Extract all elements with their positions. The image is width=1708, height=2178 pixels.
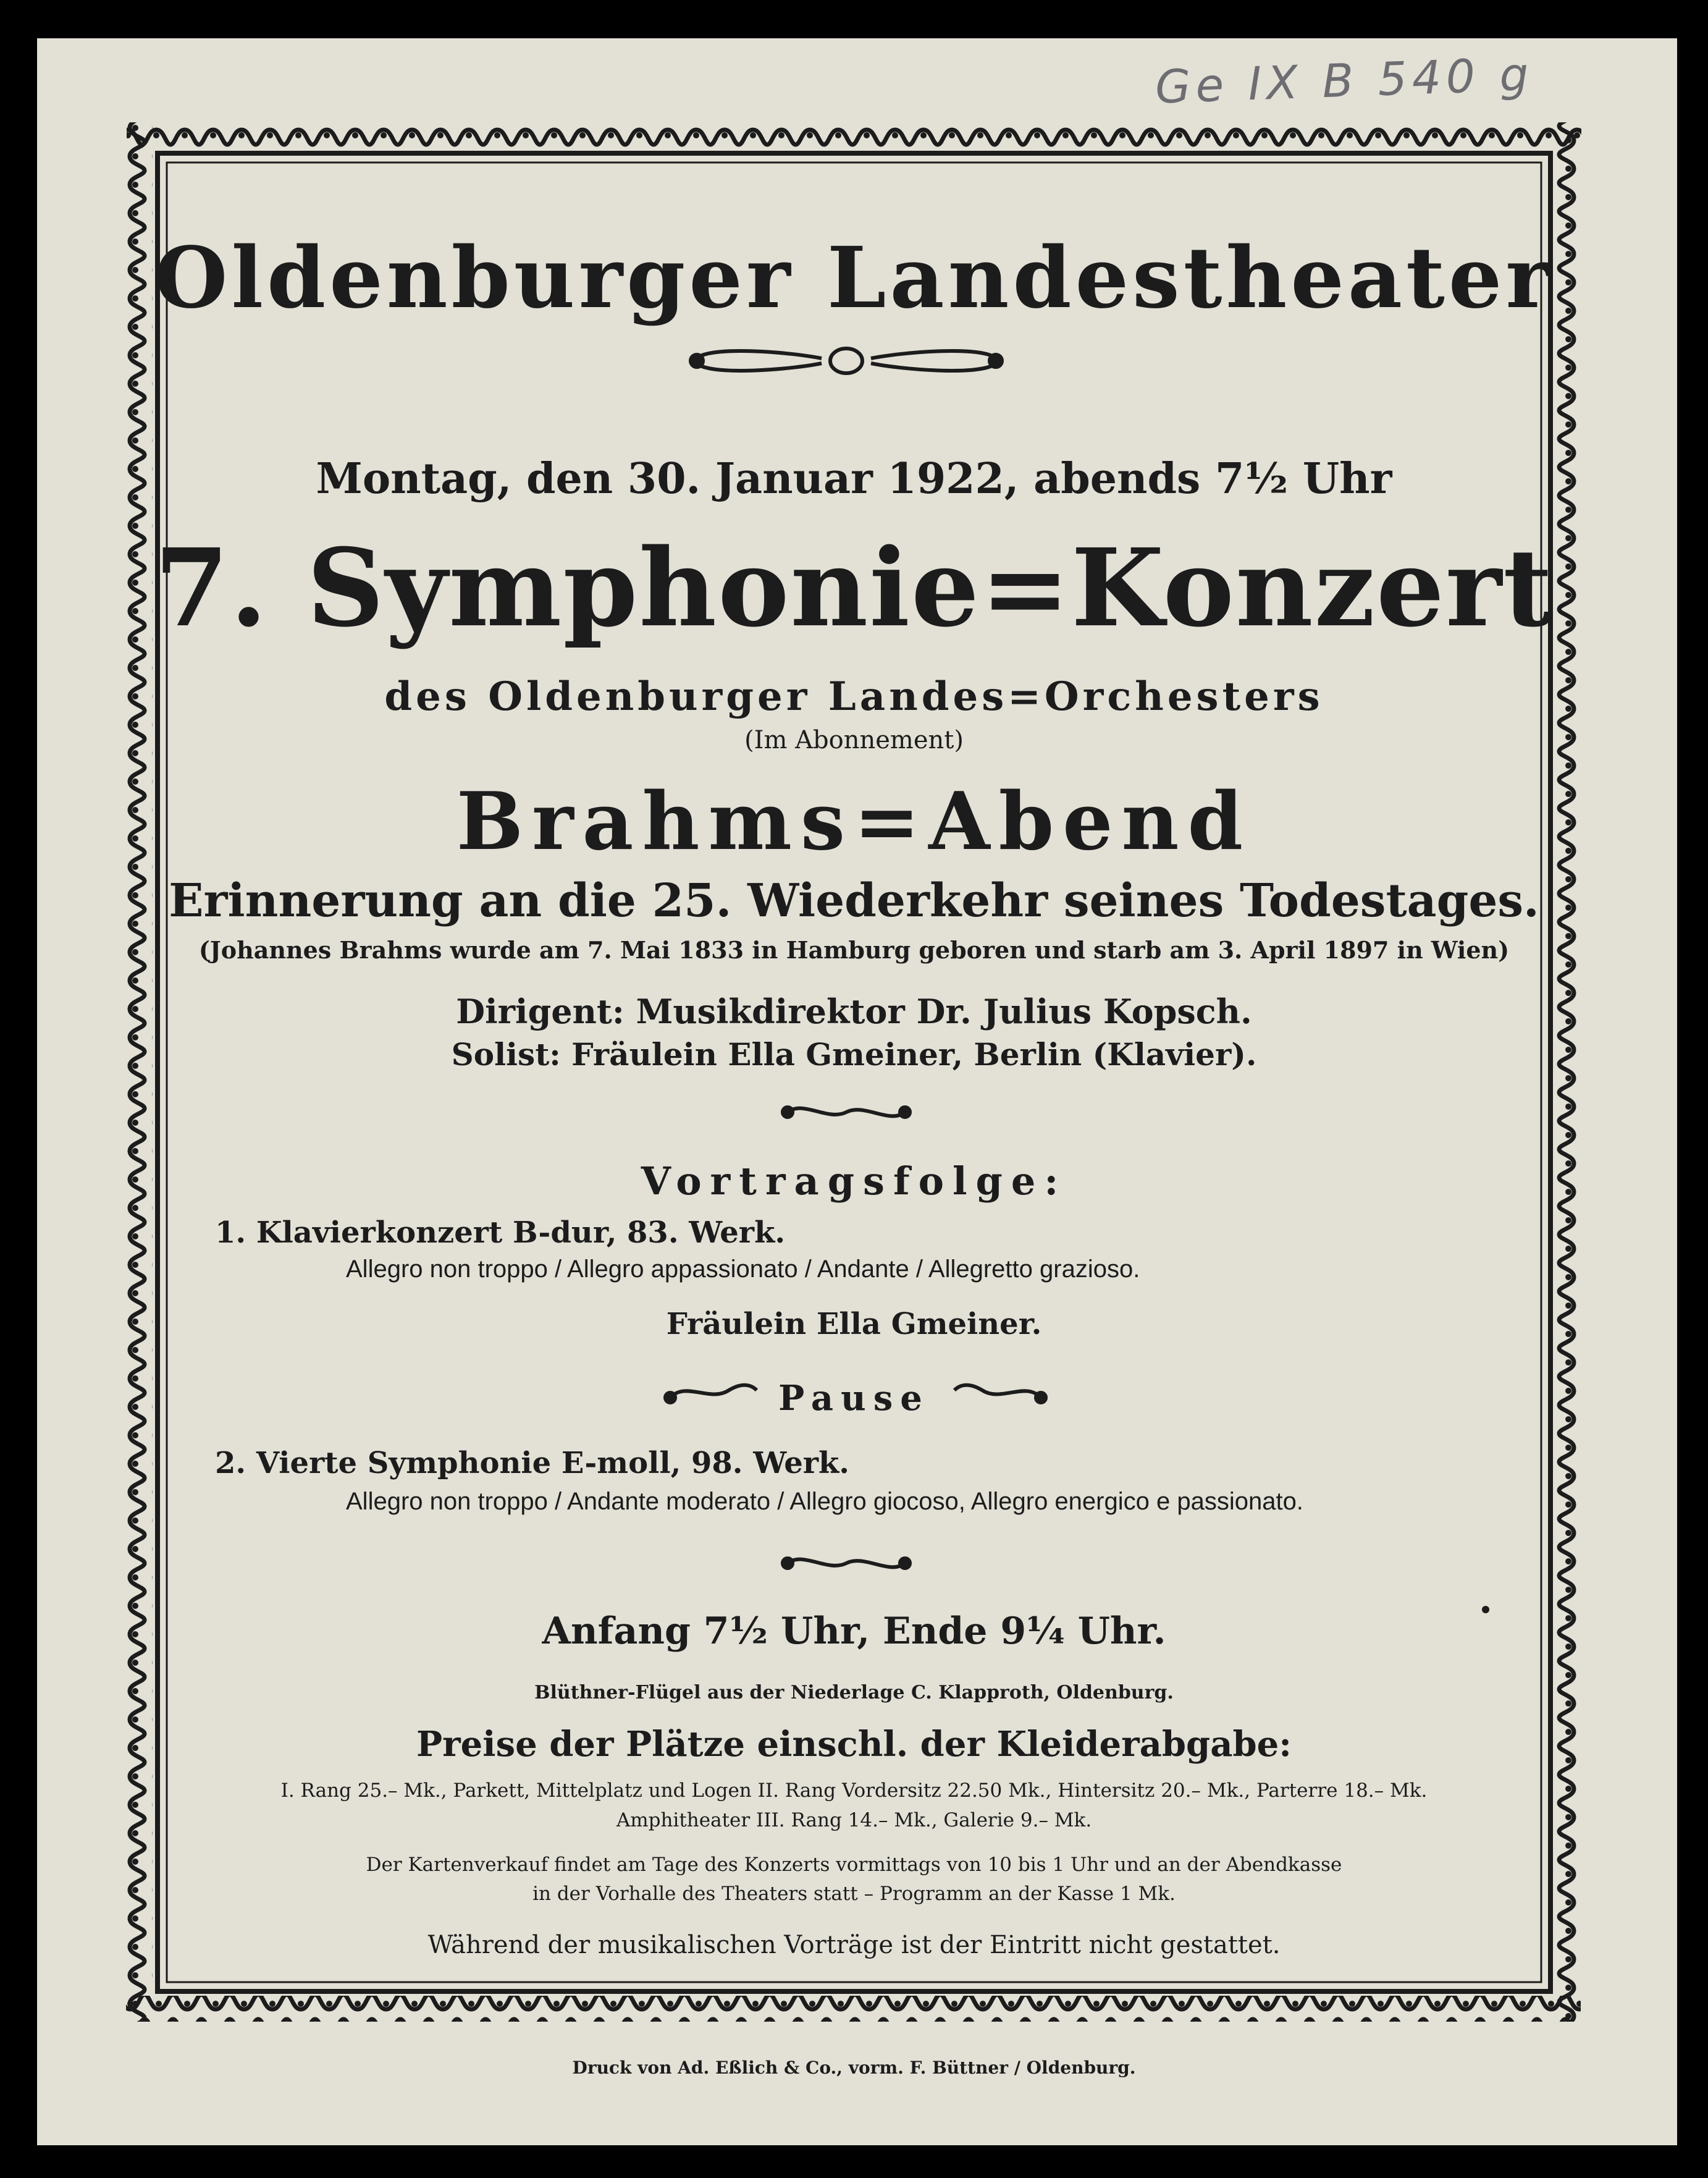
program-item-title: 1. Klavierkonzert B-dur, 83. Werk. — [215, 1215, 786, 1250]
prices-line: Amphitheater III. Rang 14.– Mk., Galerie 9.– Mk. — [616, 1809, 1092, 1831]
memorial-line: Erinnerung an die 25. Wiederkehr seines Todestages. — [169, 874, 1539, 927]
ticket-sales-line: Der Kartenverkauf findet am Tage des Konzerts vormittags von 10 bis 1 Uhr und an der Abendkasse — [366, 1854, 1342, 1876]
soloist-line: Solist: Fräulein Ella Gmeiner, Berlin (Klavier). — [451, 1036, 1257, 1073]
orchestra-line: des Oldenburger Landes=Orchesters — [384, 673, 1324, 720]
subscription-note: (Im Abonnement) — [744, 726, 964, 754]
divider-flourish — [783, 1558, 910, 1568]
program-item-title: 2. Vierte Symphonie E-moll, 98. Werk. — [215, 1446, 850, 1480]
program-heading: Vortragsfolge: — [641, 1159, 1067, 1204]
piano-note: Blüthner-Flügel aus der Niederlage C. Klapproth, Oldenburg. — [534, 1682, 1174, 1703]
program-item-movements: Allegro non troppo / Allegro appassionato / Andante / Allegretto grazioso. — [346, 1256, 1140, 1283]
title-flourish — [691, 348, 1002, 373]
biography-line: (Johannes Brahms wurde am 7. Mai 1833 in Hamburg geboren und starb am 3. April 1897 in Wien) — [198, 936, 1510, 964]
entry-note: Während der musikalischen Vorträge ist der Eintritt nicht gestattet. — [427, 1931, 1281, 1959]
catalog-mark: Ge IX B 540 g — [1154, 48, 1534, 114]
evening-title: Brahms=Abend — [456, 775, 1252, 868]
printer-imprint: Druck von Ad. Eßlich & Co., vorm. F. Büttner / Oldenburg. — [572, 2058, 1136, 2078]
program-item-performer: Fräulein Ella Gmeiner. — [666, 1307, 1042, 1341]
ticket-sales-line: in der Vorhalle des Theaters statt – Programm an der Kasse 1 Mk. — [532, 1883, 1176, 1905]
date-line: Montag, den 30. Januar 1922, abends 7½ Uhr — [316, 454, 1392, 504]
divider-flourish — [783, 1107, 910, 1117]
concert-title: 7. Symphonie=Konzert — [154, 525, 1554, 651]
start-end-times: Anfang 7½ Uhr, Ende 9¼ Uhr. — [542, 1610, 1166, 1653]
prices-line: I. Rang 25.– Mk., Parkett, Mittelplatz und Logen II. Rang Vordersitz 22.50 Mk., Hintersitz 20.– Mk., Parterre 18.– Mk. — [280, 1779, 1428, 1802]
prices-heading: Preise der Plätze einschl. der Kleiderabgabe: — [416, 1724, 1292, 1765]
pause-label: Pause — [778, 1378, 930, 1419]
program-item-movements: Allegro non troppo / Andante moderato / Allegro giocoso, Allegro energico e passionato. — [346, 1488, 1303, 1515]
conductor-line: Dirigent: Musikdirektor Dr. Julius Kopsch. — [456, 992, 1252, 1031]
theater-title: Oldenburger Landestheater — [154, 229, 1554, 327]
